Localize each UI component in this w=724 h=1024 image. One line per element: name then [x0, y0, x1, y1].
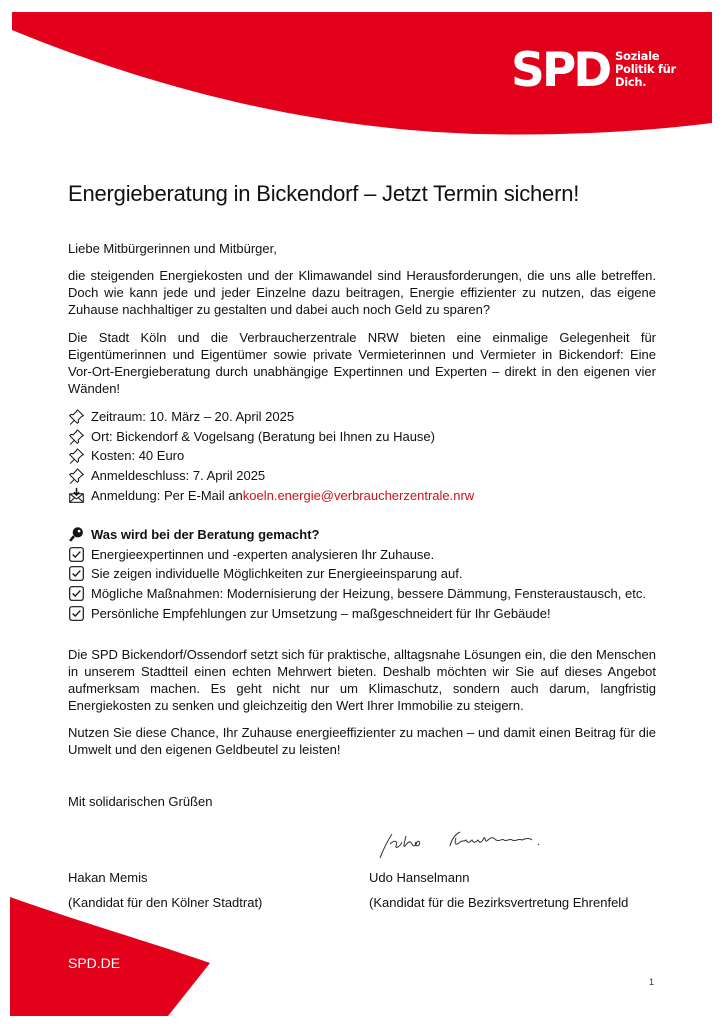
facts-list	[68, 407, 656, 505]
email-link[interactable]: koeln.energie@verbraucherzentrale.nrw	[242, 487, 475, 503]
signatory-name: Hakan Memis	[68, 870, 148, 885]
greeting-text: Liebe Mitbürgerinnen und Mitbürger,	[68, 241, 277, 256]
registration-label: Anmeldung: Per E-Mail an	[91, 487, 243, 503]
fact-item	[68, 446, 656, 466]
registration-item	[68, 485, 656, 505]
offer-paragraph	[68, 329, 656, 397]
fact-text: Ort: Bickendorf & Vogelsang (Beratung bei Ihnen zu Hause)	[91, 428, 435, 444]
paragraph: die steigenden Energiekosten und der Klimawandel sind Herausforderungen, die uns alle betreffen. Doch wie kann jede und jeder Einzelne dazu beitragen, Energie effizienter zu nutzen, das eigene Zuhause nachhaltiger zu gestalten und dabei auch noch Geld zu sparen?	[68, 268, 656, 317]
signatory-role: (Kandidat für den Kölner Stadtrat)	[68, 895, 263, 910]
fact-item	[68, 407, 656, 427]
page-number: 1	[649, 977, 655, 987]
fact-item	[68, 427, 656, 447]
service-text: Persönliche Empfehlungen zur Umsetzung – maßgeschneidert für Ihr Gebäude!	[91, 605, 551, 621]
signature	[376, 828, 566, 864]
checkbox-checked-icon	[68, 546, 85, 563]
call-to-action-paragraph	[68, 724, 656, 758]
claim-line: Dich.	[615, 75, 647, 89]
envelope-download-icon	[68, 487, 85, 504]
page-title: Energieberatung in Bickendorf – Jetzt Termin sichern!	[68, 181, 580, 206]
service-item	[68, 603, 656, 623]
intro-paragraph	[68, 267, 656, 318]
checkbox-checked-icon	[68, 585, 85, 602]
footer-banner	[0, 880, 263, 1024]
pushpin-icon	[68, 447, 85, 464]
services-heading	[68, 525, 656, 545]
service-text: Sie zeigen individuelle Möglichkeiten zur Energieeinsparung auf.	[91, 566, 463, 582]
checkbox-checked-icon	[68, 565, 85, 582]
paragraph: Die Stadt Köln und die Verbraucherzentrale NRW bieten eine einmalige Gelegenheit für Eigentümerinnen und Eigentümer sowie private Vermieterinnen und Vermieter in Bickendorf: Eine Vor-Ort-Energieberatung durch unabhängige Expertinnen und Experten – direkt in den eigenen vier Wänden!	[68, 330, 656, 396]
pushpin-icon	[68, 467, 85, 484]
pushpin-icon	[68, 408, 85, 425]
closing	[68, 793, 656, 810]
fact-text: Anmeldeschluss: 7. April 2025	[91, 468, 266, 484]
footer-url[interactable]: SPD.DE	[68, 955, 121, 971]
fact-text: Kosten: 40 Euro	[91, 448, 185, 464]
fact-text: Zeitraum: 10. März – 20. April 2025	[91, 409, 295, 425]
signatory-role: (Kandidat für die Bezirksvertretung Ehrenfeld	[369, 895, 629, 910]
service-item	[68, 584, 656, 604]
spd-paragraph	[68, 646, 656, 714]
service-text: Mögliche Maßnahmen: Modernisierung der Heizung, bessere Dämmung, Fensteraustausch, etc.	[91, 586, 646, 602]
services-section	[68, 525, 656, 623]
logo-claim	[615, 50, 715, 89]
signatory-right	[369, 869, 628, 919]
paragraph: Die SPD Bickendorf/Ossendorf setzt sich für praktische, alltagsnahe Lösungen ein, die den Menschen in unserem Stadtteil einen echten Mehrwert bieten. Deshalb möchten wir Sie auf dieses Angebot aufmerksam machen. Es geht nicht nur um Klimaschutz, sondern auch darum, langfristig Energiekosten zu senken und gleichzeitig den Wert Ihrer Immobilie zu steigern.	[68, 647, 656, 713]
logo-wordmark: SPD	[511, 43, 610, 98]
service-text: Energieexpertinnen und -experten analysieren Ihr Zuhause.	[91, 546, 435, 562]
services-heading-text: Was wird bei der Beratung gemacht?	[91, 527, 320, 543]
signatory-name: Udo Hanselmann	[369, 870, 470, 885]
closing-text: Mit solidarischen Grüßen	[68, 794, 213, 809]
magnifier-icon	[68, 526, 85, 543]
service-item	[68, 564, 656, 584]
claim-line: Politik für	[615, 62, 676, 76]
pushpin-icon	[68, 428, 85, 445]
paragraph: Nutzen Sie diese Chance, Ihr Zuhause energieeffizienter zu machen – und damit einen Beitrag für die Umwelt und den eigenen Geldbeutel zu leisten!	[68, 725, 656, 757]
greeting	[68, 240, 656, 257]
fact-item	[68, 466, 656, 486]
service-item	[68, 545, 656, 565]
claim-line: Soziale	[615, 49, 660, 63]
checkbox-checked-icon	[68, 605, 85, 622]
